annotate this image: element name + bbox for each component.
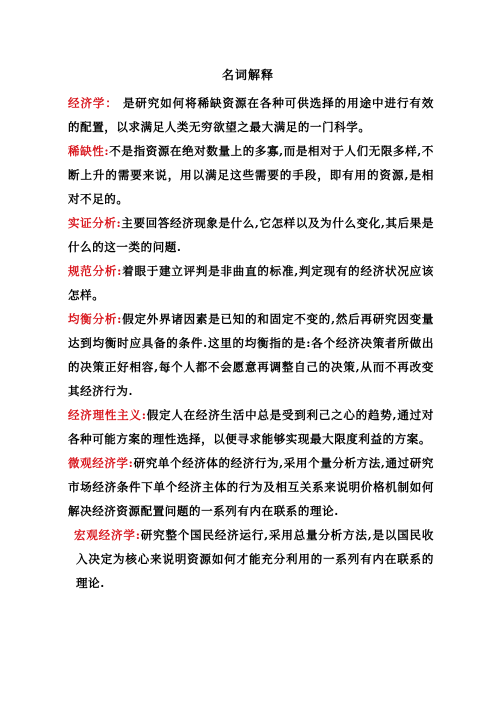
page-title: 名词解释 xyxy=(221,68,274,82)
term-label: 微观经济学 xyxy=(68,456,129,470)
term-separator: : xyxy=(117,264,123,278)
term-label: 经济学 xyxy=(68,96,106,110)
definition-text: 假定人在经济生活中总是受到利己之心的趋势,通过对各种可能方案的理性选择，以便寻求能够实现最大限度利益的方案。 xyxy=(68,408,434,446)
definition-text: 研究整个国民经济运行,采用总量分析方法,是以国民收入决定为核心来说明资源如何才能充分利用的一系列有内在联系的理论. xyxy=(76,528,434,590)
term-separator: : xyxy=(104,144,110,158)
definition-text: 假定外界诸因素是已知的和固定不变的,然后再研究因变量达到均衡时应具备的条件.这里的均衡指的是:各个经济决策者所做出的决策正好相容,每个人都不会愿意再调整自己的决策,从而不再改变其经济行为. xyxy=(68,312,434,398)
definition-positive-analysis xyxy=(68,211,434,259)
definition-text: 不是指资源在绝对数量上的多寡,而是相对于人们无限多样,不断上升的需要来说，用以满足这些需要的手段，即有用的资源,是相对不足的。 xyxy=(68,144,434,206)
definition-economics xyxy=(68,91,434,139)
definition-economic-rationalism xyxy=(68,403,434,451)
term-separator: ： xyxy=(105,96,118,110)
definition-text: 是研究如何将稀缺资源在各种可供选择的用途中进行有效的配置，以求满足人类无穷欲望之最大满足的一门科学。 xyxy=(68,96,434,134)
definition-text: 主要回答经济现象是什么,它怎样以及为什么变化,其后果是什么的这一类的问题. xyxy=(68,216,434,254)
definition-equilibrium-analysis xyxy=(68,307,434,403)
definition-text: 研究单个经济体的经济行为,采用个量分析方法,通过研究市场经济条件下单个经济主体的行为及相互关系来说明价格机制如何解决经济资源配置问题的一系列有内在联系的理论. xyxy=(68,456,435,518)
term-separator: : xyxy=(135,528,141,542)
term-separator: : xyxy=(116,216,122,230)
definition-macroeconomics xyxy=(68,523,434,595)
term-separator: : xyxy=(141,408,147,422)
term-separator: : xyxy=(128,456,134,470)
term-label: 实证分析 xyxy=(68,216,117,230)
term-label: 规范分析 xyxy=(68,264,118,278)
definition-scarcity xyxy=(68,139,434,211)
definition-text: 着眼于建立评判是非曲直的标准,判定现有的经济状况应该怎样。 xyxy=(68,264,434,302)
term-label: 经济理性主义 xyxy=(68,408,142,422)
definition-normative-analysis xyxy=(68,259,434,307)
term-label: 稀缺性 xyxy=(68,144,105,158)
definitions-list xyxy=(68,91,434,595)
definition-microeconomics xyxy=(68,451,434,523)
term-separator: : xyxy=(117,312,123,326)
term-label: 均衡分析 xyxy=(68,312,118,326)
term-label: 宏观经济学 xyxy=(74,528,136,542)
